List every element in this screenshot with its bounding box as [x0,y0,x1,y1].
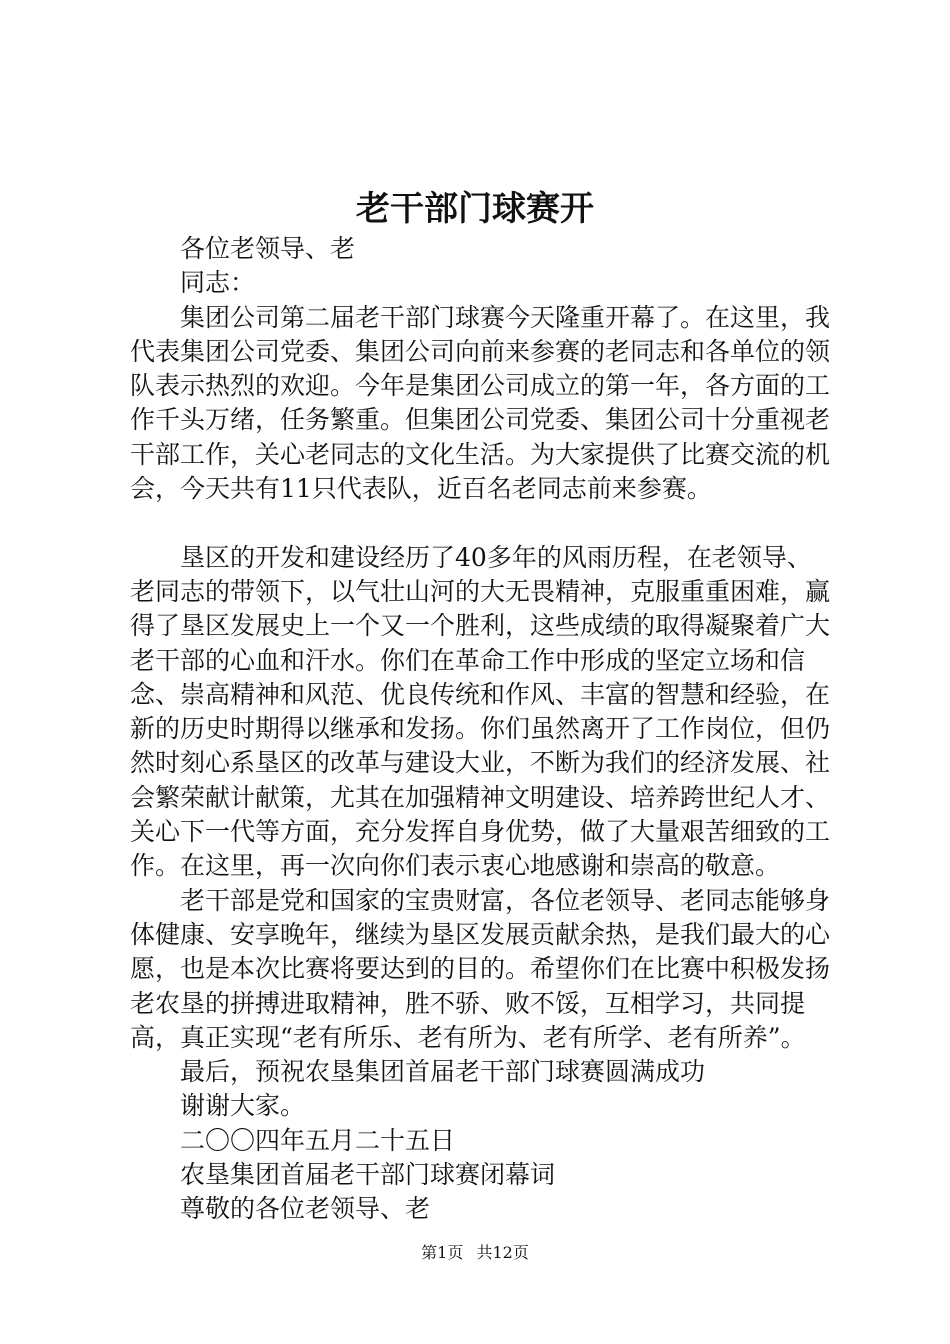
page-footer [0,1241,950,1265]
date-line: 二〇〇四年五月二十五日 [180,1125,456,1155]
page-total: 共12页 [476,1243,529,1262]
paragraph-history: 垦区的开发和建设经历了40多年的风雨历程，在老领导、老同志的带领下，以气壮山河的大无畏精神，克服重重困难，赢得了垦区发展史上一个又一个胜利，这些成绩的取得凝聚着广大老干部的心血和汗水。你们在革命工作中形成的坚定立场和信念、崇高精神和风范、优良传统和作风、丰富的智慧和经验，在新的历史时期得以继承和发扬。你们虽然离开了工作岗位，但仍然时刻心系垦区的改革与建设大业，不断为我们的经济发展、社会繁荣献计献策，尤其在加强精神文明建设、培养跨世纪人才、关心下一代等方面，充分发挥自身优势，做了大量艰苦细致的工作。在这里，再一次向你们表示衷心地感谢和崇高的敬意。 [130,542,831,881]
next-section-heading: 农垦集团首届老干部门球赛闭幕词 [180,1160,556,1190]
salutation-line-1: 各位老领导、老 [180,234,356,263]
next-section-salutation: 尊敬的各位老领导、老 [180,1194,431,1224]
paragraph-welcome: 集团公司第二届老干部门球赛今天隆重开幕了。在这里，我代表集团公司党委、集团公司向前来参赛的老同志和各单位的领队表示热烈的欢迎。今年是集团公司成立的第一年，各方面的工作千头万绪，任务繁重。但集团公司党委、集团公司十分重视老干部工作，关心老同志的文化生活。为大家提供了比赛交流的机会，今天共有11只代表队，近百名老同志前来参赛。 [130,302,831,504]
page-number: 第1页 [421,1243,464,1262]
salutation-line-2: 同志： [180,268,256,298]
document-body [130,232,830,1227]
blank-line [130,506,830,540]
closing-wish: 最后，预祝农垦集团首届老干部门球赛圆满成功 [180,1057,706,1087]
paragraph-hopes: 老干部是党和国家的宝贵财富，各位老领导、老同志能够身体健康、安享晚年，继续为垦区发展贡献余热，是我们最大的心愿，也是本次比赛将要达到的目的。希望你们在比赛中积极发扬老农垦的拼搏进取精神，胜不骄、败不馁，互相学习，共同提高，真正实现“老有所乐、老有所为、老有所学、老有所养”。 [130,885,831,1052]
document-title: 老干部门球赛开 [356,189,594,229]
closing-thanks: 谢谢大家。 [180,1091,306,1121]
